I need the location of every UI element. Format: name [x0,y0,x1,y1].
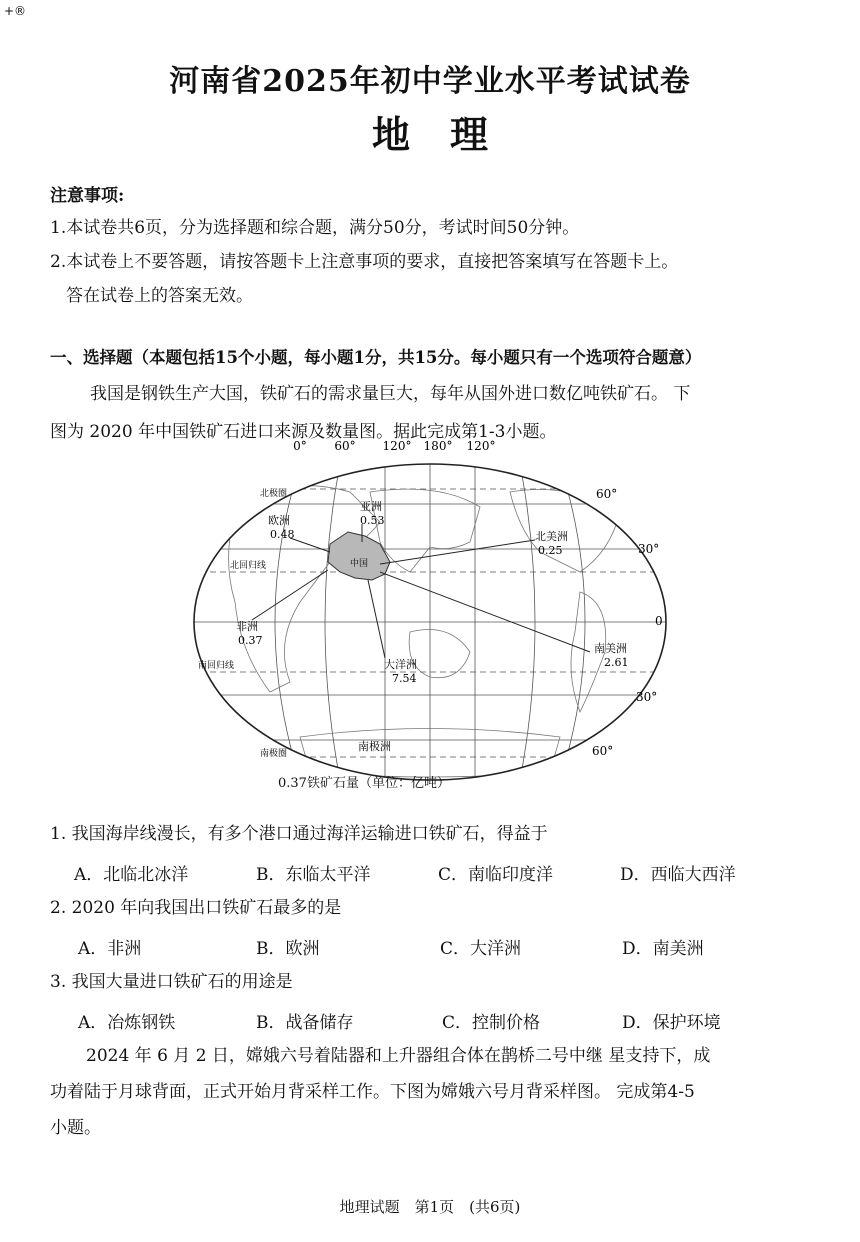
answer-option: D．保护环境 [622,1013,721,1033]
corner-mark: +® [4,4,27,18]
region-name: 非洲 [236,620,258,633]
region-value: 0.53 [360,514,385,527]
region-value: 0.37 [238,634,263,647]
answer-option: B．东临太平洋 [256,865,371,885]
answer-option: A．非洲 [78,939,142,959]
region-value: 2.61 [604,656,629,669]
region-name: 大洋洲 [384,658,417,671]
answer-option: B．欧洲 [256,939,320,959]
intro-text: 图为 2020 年中国铁矿石进口来源及数量图。据此完成第1-3小题。 [50,422,557,442]
answer-option: B．战备储存 [256,1013,354,1033]
answer-option: C．南临印度洋 [438,865,554,885]
intro-text: 我国是钢铁生产大国，铁矿石的需求量巨大，每年从国外进口数亿吨铁矿石。 下 [90,384,691,404]
region-name: 北美洲 [535,530,568,543]
longitude-label: 180° [423,439,453,453]
region-value: 0.48 [270,528,295,541]
region-value: 7.54 [392,672,417,685]
longitude-label: 120° [382,439,412,453]
antarctic-circle-label: 南极圈 [260,749,288,759]
answer-option: D．南美洲 [622,939,704,959]
region-value: 0.25 [538,544,563,557]
note-item: 答在试卷上的答案无效。 [66,286,253,306]
antarctica-label: 南极洲 [358,740,391,753]
answer-option: A．冶炼钢铁 [78,1013,176,1033]
question-stem: 1. 我国海岸线漫长，有多个港口通过海洋运输进口铁矿石，得益于 [50,824,548,844]
answer-option: C．大洋洲 [440,939,522,959]
region-name: 亚洲 [360,500,382,513]
passage-text: 小题。 [50,1118,101,1138]
tropic-cancer-label: 北回归线 [230,561,267,571]
arctic-circle-label: 北极圈 [260,489,288,499]
notes-heading: 注意事项: [50,186,125,206]
longitude-label: 0° [293,439,307,453]
latitude-label: 30° [636,690,658,704]
map-caption: 0.37铁矿石量（单位：亿吨） [278,776,450,791]
region-name: 欧洲 [268,514,290,527]
answer-option: A．北临北冰洋 [74,865,189,885]
iron-ore-import-map [180,439,680,797]
note-item: 2.本试卷上不要答题，请按答题卡上注意事项的要求，直接把答案填写在答题卡上。 [50,252,679,272]
question-stem: 3. 我国大量进口铁矿石的用途是 [50,972,293,992]
longitude-label: 60° [334,439,356,453]
page-footer: 地理试题 第1页 (共6页) [339,1198,521,1216]
passage-text: 功着陆于月球背面，正式开始月背采样工作。下图为嫦娥六号月背采样图。 完成第4-5 [50,1082,695,1102]
longitude-label: 120° [466,439,496,453]
question-stem: 2. 2020 年向我国出口铁矿石最多的是 [50,898,342,918]
subject-title: 地理 [371,112,528,157]
section-heading: 一、选择题（本题包括15个小题，每小题1分，共15分。每小题只有一个选项符合题意） [50,348,702,367]
passage-text: 2024 年 6 月 2 日，嫦娥六号着陆器和上升器组合体在鹊桥二号中继 星支持下，成 [86,1046,711,1066]
latitude-label: 60° [592,744,614,758]
latitude-label: 60° [596,487,618,501]
region-name: 南美洲 [594,642,627,655]
latitude-label: 30° [638,542,660,556]
answer-option: D．西临大西洋 [620,865,736,885]
tropic-capricorn-label: 南回归线 [198,661,235,671]
exam-title: 河南省2025年初中学业水平考试试卷 [169,64,691,99]
latitude-label: 0 [655,614,663,628]
china-label: 中国 [350,559,369,569]
answer-option: C．控制价格 [442,1013,541,1033]
note-item: 1.本试卷共6页，分为选择题和综合题，满分50分，考试时间50分钟。 [50,218,580,238]
